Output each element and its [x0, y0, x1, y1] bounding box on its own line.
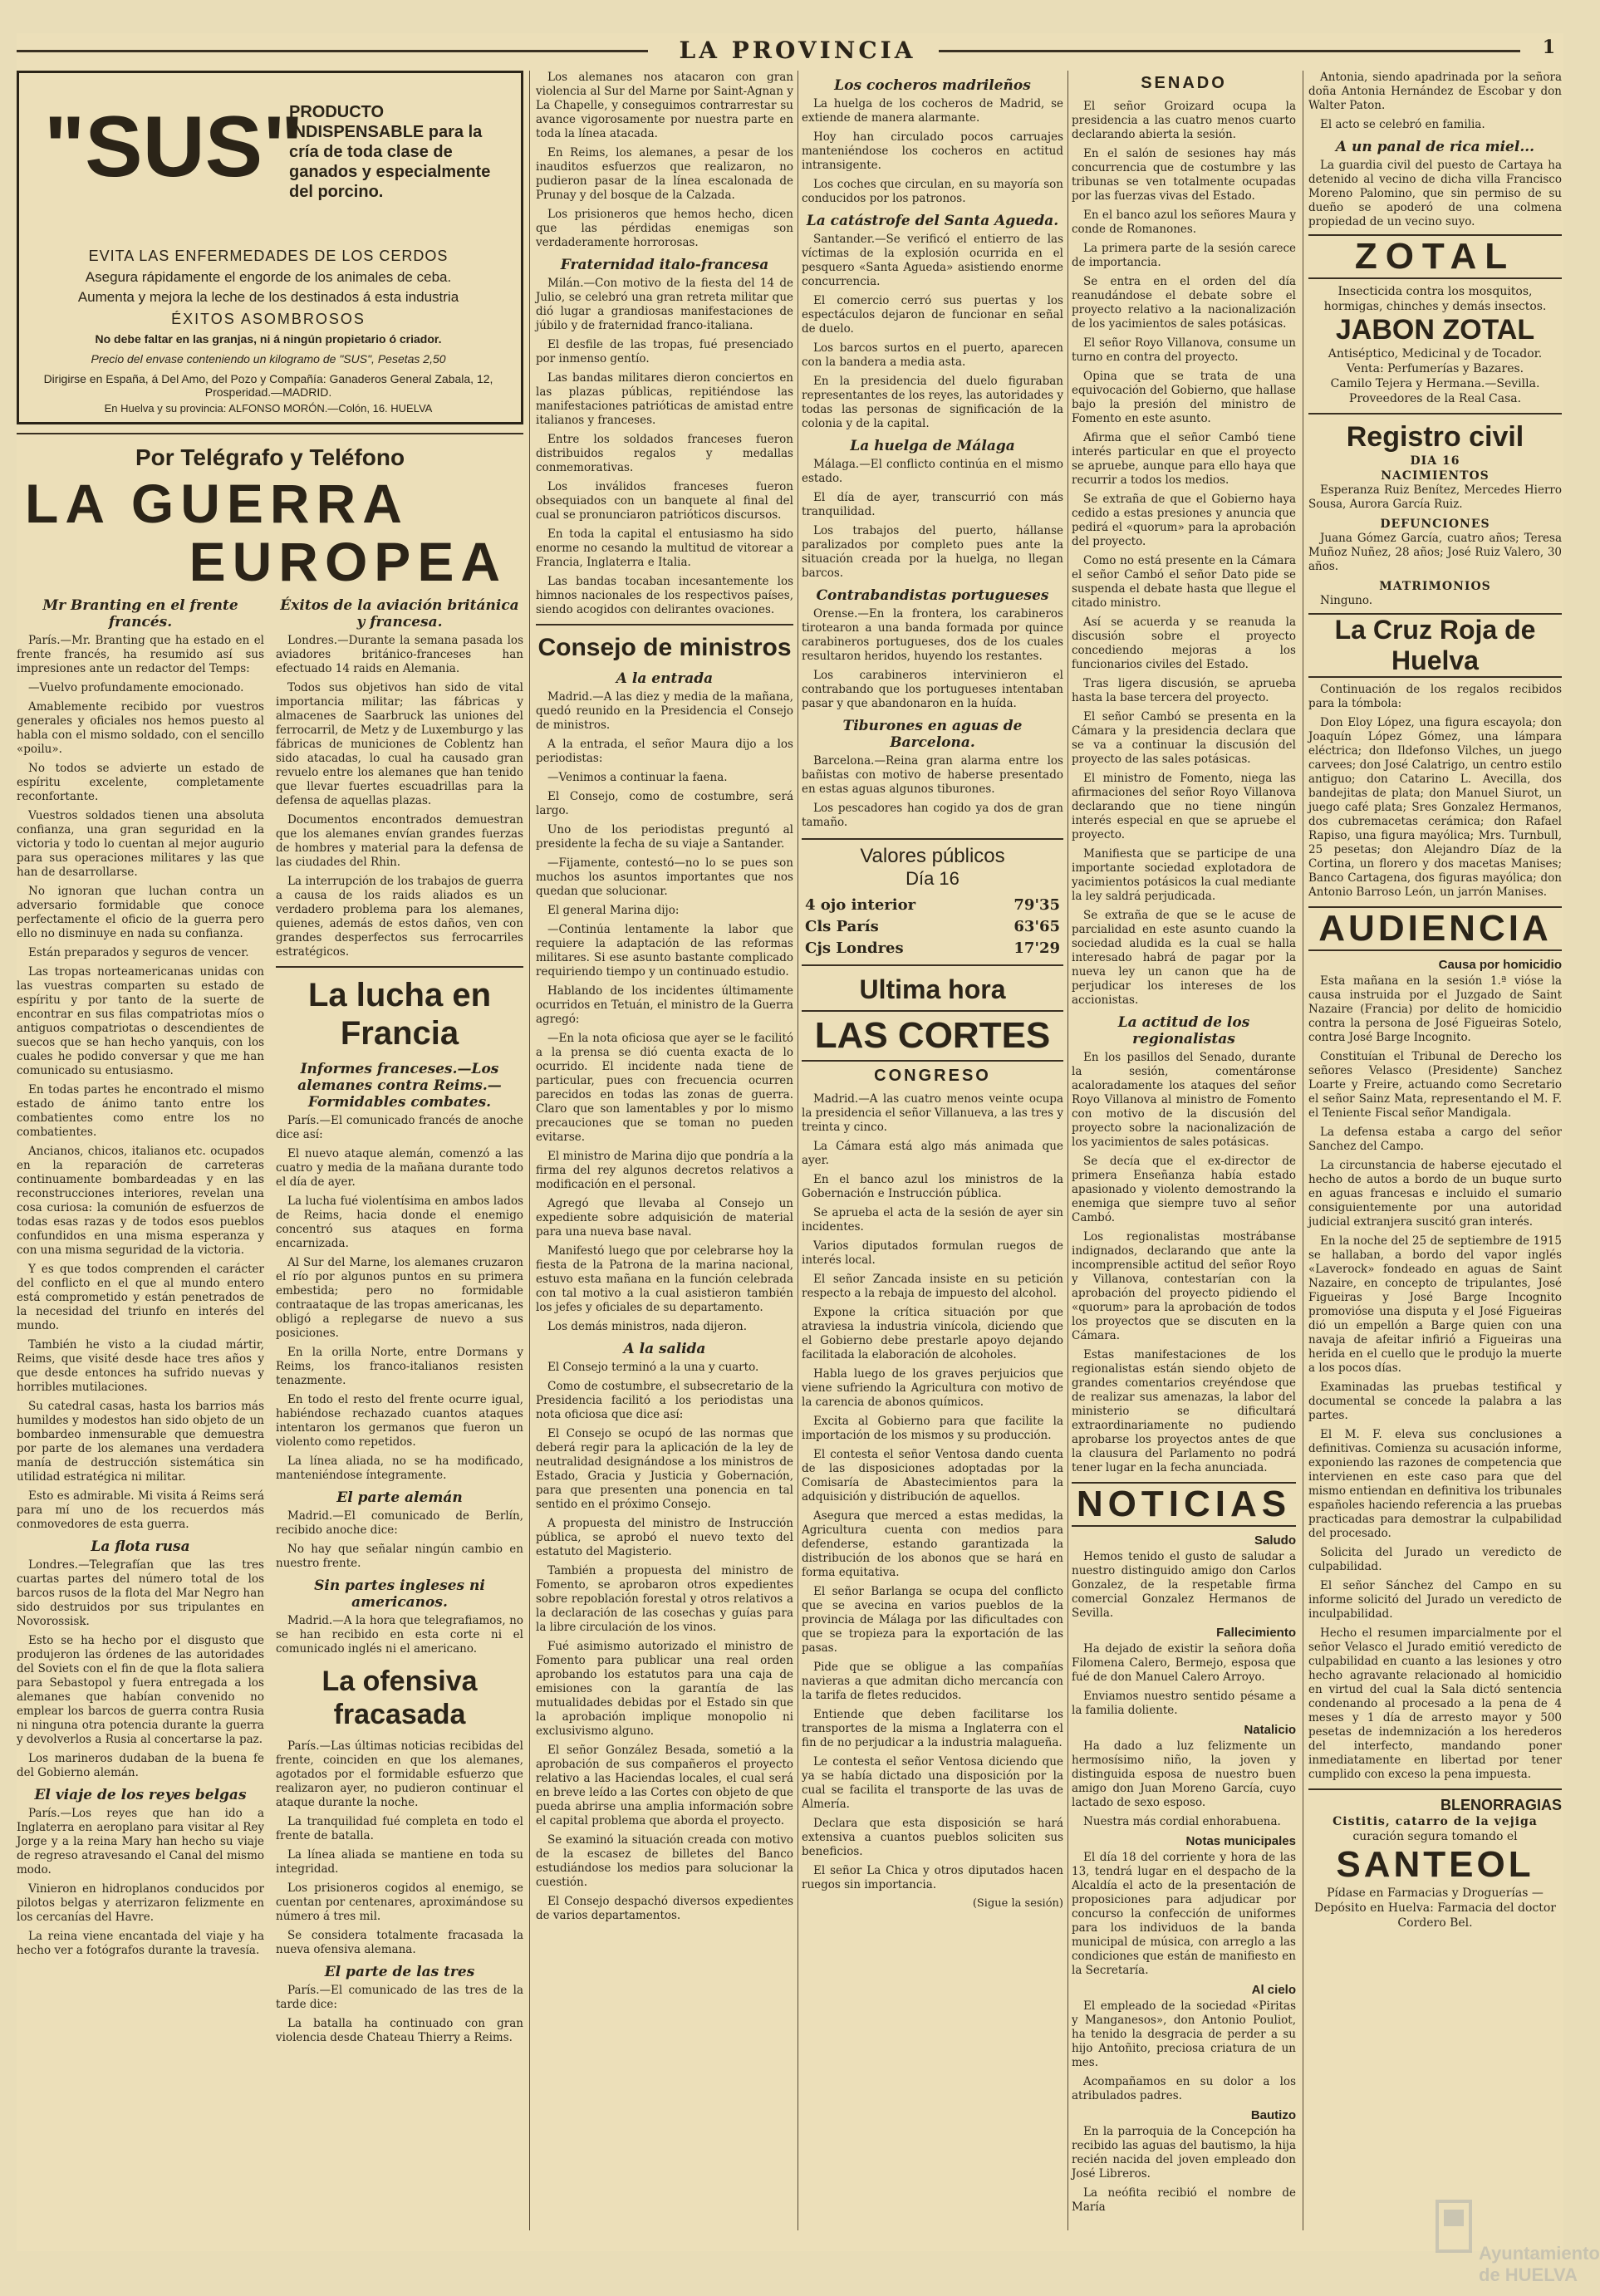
- column-3: [802, 71, 1063, 2230]
- paragraph: La huelga de los cocheros de Madrid, se extiende de manera alarmante.: [802, 97, 1063, 125]
- paragraph: Don Eloy López, una figura escayola; don Joaquín López Gómez, una lámpara eléctrica; don Ildefonso Vilches, un juego carvees; don José Calatrigo, un centro estilo antiguo; don Catarino L. Avecilla, dos bandejitas de plata; don Manuel Siurot, un juego café plata; Sres Gonzalez Hermanos, dos cubremacetas cerámica; don Rafael Rapiso, una figura mayólica; Mrs. Turnbull, 25 pesetas; don Alejandro Díaz de la Cortina, un florero y dos macetas Manises; Banco Cartagena, dos figuras mayólica; don Antonio Barroso León, un jarrón Manises.: [1308, 716, 1562, 899]
- paragraph: Madrid.—A la hora que telegrafiamos, no se han recibido en esta corte ni el comunicado inglés ni el americano.: [276, 1614, 523, 1656]
- zotal-text: Insecticida contra los mosquitos, hormigas, chinches y demás insectos.: [1323, 285, 1547, 313]
- article-heading: Informes franceses.—Los alemanes contra Reims.—Formidables combates.: [297, 1061, 502, 1111]
- paragraph: Se decía que el ex-director de primera Enseñanza había estado apasionado y violento demostrando la enemiga que siempre tuvo al señor Cambó.: [1072, 1155, 1296, 1224]
- paragraph: El comercio cerró sus puertas y los espectáculos dejaron de funcionar en señal de duelo.: [802, 294, 1063, 336]
- sus-line: Aumenta y mejora la leche de los destinados á esta industria: [77, 289, 459, 305]
- article-heading: A un panal de rica miel...: [1335, 139, 1535, 155]
- article-heading: Sin partes ingleses ni americanos.: [314, 1577, 485, 1611]
- paragraph: El Consejo despachó diversos expedientes de varios departamentos.: [536, 1895, 793, 1922]
- paragraph: Las tropas norteamericanas unidas con las vuestras comparten su estado de espíritu y por tanto de la suerte de encontrar en sus filas compatriotas míos o antiguos compatriotas o descendientes de suecos que se han hecho yanquis, con los cuales he podido conversar y que me han comunicado su entusiasmo.: [17, 965, 264, 1077]
- audiencia-title: AUDIENCIA: [1308, 906, 1562, 951]
- paragraph: Así se acuerda y se reanuda la discusión sobre el proyecto concediendo mejoras a los funcionarios civiles del Estado.: [1072, 616, 1296, 671]
- article-heading: A la entrada: [616, 670, 714, 687]
- sus-advertisement: [17, 71, 523, 424]
- paragraph: Manifestó luego que por celebrarse hoy la fiesta de la Patrona de la marina nacional, estuvo esta mañana en la función celebrada con tal motivo a la cual asistieron también los jefes y oficiales de su departamento.: [536, 1244, 793, 1314]
- paragraph: A la entrada, el señor Maura dijo a los periodistas:: [536, 738, 793, 765]
- paragraph: Hoy han circulado pocos carruajes manteniéndose los cocheros en actitud intransigente.: [802, 130, 1063, 172]
- paragraph: El señor Barlanga se ocupa del conflicto que se avecina en varios pueblos de la provincia de Málaga por las dificultades con que se tropieza para la exportación de las pasas.: [802, 1585, 1063, 1655]
- headline-europea: EUROPEA: [189, 531, 507, 592]
- paragraph: París.—El comunicado de las tres de la tarde dice:: [276, 1984, 523, 2011]
- paragraph: Se examinó la situación creada con motivo de la escasez de billetes del Banco estudiándose los medios para solucionar la cuestión.: [536, 1833, 793, 1889]
- paragraph: Londres.—Durante la semana pasada los aviadores británico-franceses han efectuado 14 raids en Alemania.: [276, 634, 523, 675]
- paragraph: Varios diputados formulan ruegos de interés local.: [802, 1239, 1063, 1267]
- registro-subheading: MATRIMONIOS: [1379, 580, 1491, 593]
- paragraph: Expone la crítica situación por que atraviesa la industria vinícola, diciendo que el Gobierno debe prestarle apoyo dejando facilitada la elaboración de alcoholes.: [802, 1306, 1063, 1361]
- article-heading: Contrabandistas portugueses: [816, 587, 1049, 604]
- paragraph: El ministro de Marina dijo que pondría a la firma del rey algunos decretos relativos a modificación en el personal.: [536, 1150, 793, 1191]
- santeol-ad-line: Pídase en Farmacias y Droguerías — Depósito en Huelva: Farmacia del doctor Cordero Bel.: [1314, 1886, 1556, 1930]
- paragraph: Las bandas militares dieron conciertos en las plazas públicas, repitiéndose las manifestaciones patrióticas de amistad entre italianos y franceses.: [536, 371, 793, 427]
- paragraph: La defensa estaba a cargo del señor Sanchez del Campo.: [1308, 1126, 1562, 1153]
- paragraph: Asegura que merced a estas medidas, la Agricultura cuenta con medios para defenderse, estando garantizada la distribución de los abonos que se hará en forma equitativa.: [802, 1509, 1063, 1579]
- paragraph: Tras ligera discusión, se aprueba hasta la base tercera del proyecto.: [1072, 677, 1296, 704]
- paragraph: En la orilla Norte, entre Dormans y Reims, los franco-italianos resisten tenazmente.: [276, 1346, 523, 1387]
- paragraph: Manifiesta que se participe de una importante sociedad explotadora de yacimientos potásicos la cual mediante la ley saldrá perjudicada.: [1072, 847, 1296, 903]
- jabon-text: Camilo Tejera y Hermana.—Sevilla.: [1330, 377, 1540, 390]
- paragraph: A propuesta del ministro de Instrucción pública, se aprobó el nuevo texto del estatuto del Magisterio.: [536, 1517, 793, 1558]
- paragraph: Los inválidos franceses fueron obsequiados con un banquete al final del cual se pronunciaron patrióticos discursos.: [536, 480, 793, 522]
- registro-date: DIA 16: [1410, 454, 1460, 468]
- paragraph: En la presidencia del duelo figuraban representantes de los reyes, las autoridades y todas las personas de significación de la colonia y de la capital.: [802, 375, 1063, 430]
- paragraph: La guardia civil del puesto de Cartaya ha detenido al vecino de dicha villa Francisco Moreno Palomino, que sin permiso de su dueño se apoderó de una colmena propiedad de un vecino suyo.: [1308, 159, 1562, 228]
- paragraph: Esto es admirable. Mi visita á Reims será para mí uno de los recuerdos más conmovedores de esta guerra.: [17, 1489, 264, 1531]
- headline-la-ofensiva: La ofensiva fracasada: [321, 1666, 478, 1730]
- paragraph: En Reims, los alemanes, a pesar de los inauditos esfuerzos que realizaron, no pudieron pasar de la línea escalonada de Prunay y del bosque de la Calzada.: [536, 146, 793, 202]
- paragraph: El señor Zancada insiste en su petición respecto a la rebaja de impuesto del alcohol.: [802, 1273, 1063, 1300]
- sus-line: No debe faltar en las granjas, ni á ningún propietario ó criador.: [95, 332, 442, 346]
- paragraph: Esperanza Ruiz Benítez, Mercedes Hierro Sousa, Aurora García Ruiz.: [1308, 483, 1562, 511]
- paragraph: Fué asimismo autorizado el ministro de Fomento para publicar una real orden aprobando los estatutos para una caja de emisiones con la garantía de las mutualidades debidas por el Estado sin que la aprobación implique monopolio ni exclusivismo alguno.: [536, 1640, 793, 1738]
- paragraph: En el banco azul los ministros de la Gobernación e Instrucción pública.: [802, 1173, 1063, 1200]
- paragraph: El día de ayer, transcurrió con más tranquilidad.: [802, 491, 1063, 518]
- zotal-advertisement-title: ZOTAL: [1308, 234, 1562, 279]
- paragraph: Habla luego de los graves perjuicios que viene sufriendo la Agricultura con motivo de la carencia de abonos químicos.: [802, 1367, 1063, 1409]
- senado-heading: SENADO: [1141, 74, 1227, 92]
- valores-name: 4 ojo interior: [805, 896, 916, 914]
- paragraph: París.—Mr. Branting que ha estado en el frente francés, ha resumido así sus impresiones ante un redactor del Temps:: [17, 634, 264, 675]
- column-4: [1072, 71, 1296, 2230]
- two-column-block: [17, 591, 523, 2050]
- article-heading: La huelga de Málaga: [850, 438, 1015, 454]
- paragraph: Juana Gómez García, cuatro años; Teresa Muñoz Nuñez, 28 años; José Ruiz Valero, 30 años.: [1308, 532, 1562, 573]
- article-heading: El viaje de los reyes belgas: [34, 1787, 247, 1803]
- paragraph: El Consejo terminó a la una y cuarto.: [547, 1361, 759, 1374]
- divider: [1308, 1788, 1562, 1790]
- paragraph: No hay que señalar ningún cambio en nuestro frente.: [276, 1543, 523, 1570]
- paragraph: El general Marina dijo:: [547, 904, 680, 917]
- valores-row: [805, 895, 1060, 916]
- valores-row: [805, 938, 1060, 959]
- paragraph: —Vuelvo profundamente emocionado.: [28, 681, 244, 694]
- article-heading: El parte alemán: [336, 1489, 463, 1506]
- paragraph: Barcelona.—Reina gran alarma entre los bañistas con motivo de haberse presentado en estas aguas algunos tiburones.: [802, 754, 1063, 796]
- sus-line: Precio del envase conteniendo un kilogramo de "SUS", Pesetas 2,50: [91, 352, 446, 365]
- paragraph: Se extraña de que se le acuse de parcialidad en este asunto cuando la sociedad aludida es la cual se halla interesado habrá de pagar por la nueva ley un canon que ha de perjudicar los intereses de los accionistas.: [1072, 909, 1296, 1007]
- paragraph: El contesta el señor Ventosa dando cuenta de las disposiciones adoptadas por la Comisaría de Abastecimientos para la adquisición y distribución de aquellos.: [802, 1448, 1063, 1504]
- paragraph: No ignoran que luchan contra un adversario formidable que conoce perfectamente el oficio de la guerra pero ello no disminuye en nada su confianza.: [17, 885, 264, 940]
- paragraph: Continuación de los regalos recibidos para la tómbola:: [1308, 683, 1562, 710]
- paragraph: Hemos tenido el gusto de saludar a nuestro distinguido amigo don Carlos Gonzalez, de la respetable firma comercial Gonzalez Hermanos de Sevilla.: [1072, 1550, 1296, 1620]
- paragraph: Examinadas las pruebas testifical y documental se concede la palabra a las partes.: [1308, 1381, 1562, 1422]
- article-heading: El parte de las tres: [324, 1964, 475, 1980]
- paragraph: Los alemanes nos atacaron con gran violencia al Sur del Marne por Saint-Agnan y La Chapelle, y conseguimos contrarrestar su avance vigorosamente por nuestra parte en toda la línea atacada.: [536, 71, 793, 140]
- paragraph: El Consejo se ocupó de las normas que deberá regir para la aplicación de la ley de neutralidad designándose a los ministros de Estado, Gracia y Justicia y Gobernación, para que presenten una ponencia en tal sentido en el próximo Consejo.: [536, 1427, 793, 1511]
- paragraph: Málaga.—El conflicto continúa en el mismo estado.: [802, 458, 1063, 485]
- paragraph: El señor Sánchez del Campo en su informe solicitó del Jurado un veredicto de inculpabilidad.: [1308, 1579, 1562, 1621]
- paragraph: Se considera totalmente fracasada la nueva ofensiva alemana.: [276, 1929, 523, 1956]
- headline-noticias: NOTICIAS: [1072, 1482, 1296, 1527]
- paragraph: Los carabineros intervinieron el contrabando que los portugueses intentaban pasar y que abandonaron en la huída.: [802, 669, 1063, 710]
- paragraph: Pide que se obligue a las compañías navieras a que admitan dicho mercancía con la tarifa de fletes reducidos.: [802, 1661, 1063, 1702]
- jabon-text: Proveedores de la Real Casa.: [1348, 392, 1522, 405]
- paragraph: Vuestros soldados tienen una absoluta confianza, una gran seguridad en la victoria y todo lo cuentan al mejor augurio para sus operaciones militares y las que han de desarrollarse.: [17, 809, 264, 879]
- sus-line: Dirigirse en España, á Del Amo, del Pozo y Compañía: Ganaderos General Zabala, 12, Prosperidad.—MADRID.: [43, 372, 493, 399]
- paragraph: Se entra en el orden del día reanudándose el debate sobre el proyecto relativo a la nacionalización de los yacimientos de sales potásicas.: [1072, 275, 1296, 331]
- paragraph: Madrid.—El comunicado de Berlín, recibido anoche dice:: [276, 1509, 523, 1537]
- paragraph: Ha dado a luz felizmente un hermosísimo niño, la joven y distinguida esposa de nuestro buen amigo don Juan Moreno García, cuyo lactado de sexo esposo.: [1072, 1739, 1296, 1809]
- paragraph: Se aprueba el acta de la sesión de ayer sin incidentes.: [802, 1206, 1063, 1234]
- valores-publicos-box: [802, 838, 1063, 966]
- paragraph: El Consejo, como de costumbre, será largo.: [536, 790, 793, 817]
- paragraph: Los marineros dudaban de la buena fe del Gobierno alemán.: [17, 1752, 264, 1779]
- paragraph: Uno de los periodistas preguntó al presidente la fecha de su viaje a Santander.: [536, 823, 793, 851]
- paragraph: —Fijamente, contestó—no lo se pues son muchos los asuntos importantes que nos quedan que solucionar.: [536, 856, 793, 898]
- paragraph: Le contesta el señor Ventosa diciendo que ya se había dictado una disposición por la cual se facilita el transporte de las uvas de Almería.: [802, 1755, 1063, 1811]
- news-subheading: Causa por homicidio: [1438, 958, 1562, 972]
- paragraph: También he visto a la ciudad mártir, Reims, que visité desde hace tres años y que desde entonces ha sufrido nuevas y horribles mutilaciones.: [17, 1338, 264, 1394]
- masthead-rule-left: [17, 50, 648, 52]
- article-heading: Fraternidad italo-francesa: [560, 257, 769, 273]
- paragraph: El acto se celebró en familia.: [1320, 118, 1485, 131]
- column-5: [1308, 71, 1562, 2230]
- paragraph: Los regionalistas mostrábanse indignados, declarando que ante la incomprensible actitud del señor Royo y Villanova, contestarían con la aprobación del proyecto pidiendo el «quorum» para la aprobación de todos los proyectos que se discuten en la Cámara.: [1072, 1230, 1296, 1342]
- valores-name: Cjs Londres: [805, 939, 904, 957]
- article-heading: La actitud de los regionalistas: [1117, 1014, 1250, 1047]
- headline-ultima-hora: Ultima hora: [859, 974, 1006, 1004]
- santeol-ad-line: curación segura tomando el: [1352, 1830, 1518, 1843]
- paragraph: En la noche del 25 de septiembre de 1915 se hallaban, a bordo del vapor inglés «Laverock» fondeado en aguas de Saint Nazaire, en concepto de tripulantes, José Figueiras y José Barge Incognito promovióse una disputa y el José Figueiras dió un empellón a Barge quien con una navaja de afeitar infirió a Figueiras una herida en el cuello que le produjo la muerte a los pocos días.: [1308, 1234, 1562, 1375]
- paragraph: En todas partes he encontrado el mismo estado de ánimo tanto entre los combatientes como entre los no combatientes.: [17, 1083, 264, 1139]
- masthead: [17, 33, 1563, 66]
- paragraph: En el banco azul los señores Maura y conde de Romanones.: [1072, 209, 1296, 236]
- santeol-ad-line: Cistitis, catarro de la vejiga: [1333, 1815, 1538, 1828]
- paragraph: Ninguno.: [1320, 594, 1373, 607]
- news-subheading: Notas municipales: [1185, 1834, 1296, 1848]
- paragraph: Al Sur del Marne, los alemanes cruzaron el río por algunos puntos en su primera embestida; pero no formidable contraataque de las tropas americanas, les obligó a replegarse de nuevo a sus posiciones.: [276, 1256, 523, 1340]
- paragraph: Agregó que llevaba al Consejo un expediente sobre adquisición de material para una nueva base naval.: [536, 1197, 793, 1239]
- headline-la-lucha: La lucha en Francia: [307, 977, 492, 1052]
- paragraph: La línea aliada se mantiene en toda su integridad.: [276, 1848, 523, 1876]
- news-subheading: Bautizo: [1250, 2108, 1296, 2122]
- paragraph: Los pescadores han cogido ya dos de gran tamaño.: [802, 802, 1063, 829]
- paragraph: Constituían el Tribunal de Derecho los señores Velasco (Presidente) Sanchez Loarte y Freire, actuando como Secretario el señor Sainz Mata, representando el M. F. el Teniente Fiscal señor Mandigala.: [1308, 1050, 1562, 1120]
- paragraph: La circunstancia de haberse ejecutado el hecho de autos a bordo de un buque surto en aguas francesas e incluido el sumario consiguientemente por una autoridad judicial extranjera suscitó gran interés.: [1308, 1159, 1562, 1229]
- article-heading: Mr Branting en el frente francés.: [42, 597, 238, 630]
- news-subheading: Al cielo: [1251, 1983, 1296, 1997]
- paragraph: El señor Cambó se presenta en la Cámara y la presidencia declara que se va a continuar la discusión del proyecto de las sales potásicas.: [1072, 710, 1296, 766]
- paragraph: La Cámara está algo más animada que ayer.: [802, 1140, 1063, 1167]
- article-heading: Tiburones en aguas de Barcelona.: [842, 718, 1023, 751]
- paragraph: Como de costumbre, el subsecretario de la Presidencia facilitó a los periodistas una nota oficiosa que dice así:: [536, 1380, 793, 1421]
- paragraph: La primera parte de la sesión carece de importancia.: [1072, 242, 1296, 269]
- paragraph: Enviamos nuestro sentido pésame a la familia doliente.: [1072, 1690, 1296, 1717]
- column-divider: [1067, 71, 1068, 2230]
- article-heading: Los cocheros madrileños: [834, 77, 1031, 94]
- paragraph: Entiende que deben facilitarse los transportes de la misma a Inglaterra con el fin de no perjudicar a la industria malagueña.: [802, 1708, 1063, 1749]
- paragraph: Nuestra más cordial enhorabuena.: [1083, 1815, 1281, 1828]
- paragraph: Y es que todos comprenden el carácter del conflicto en el que al mundo entero está comprometido y están penetrados de la necesidad del triunfo en interés del mundo.: [17, 1263, 264, 1332]
- paragraph: El M. F. eleva sus conclusiones a definitivas. Comienza su acusación informe, exponiendo las razones de competencia que intervienen en este caso para que del mismo entiendan en definitiva los tribunales españoles haciendo referencia a las pruebas practicadas para demostrar la culpabilidad del procesado.: [1308, 1428, 1562, 1540]
- newspaper-title: LA PROVINCIA: [679, 37, 916, 64]
- paragraph: En todo el resto del frente ocurre igual, habiéndose rechazado cuantos ataques intentaron los germanos que fueron un violento como repetidos.: [276, 1393, 523, 1449]
- valores-value: 79'35: [1013, 896, 1060, 914]
- jabon-text: Antiséptico, Medicinal y de Tocador.: [1328, 347, 1543, 361]
- paragraph: Acompañamos en su dolor a los atribulados padres.: [1072, 2075, 1296, 2102]
- subcolumn-right: [276, 591, 523, 2050]
- sus-line: EVITA LAS ENFERMEDADES DE LOS CERDOS: [88, 248, 449, 264]
- paragraph: La lucha fué violentísima en ambos lados de Reims, hacia donde el enemigo concentró sus ataques en forma encarnizada.: [276, 1195, 523, 1250]
- sigue-note: (Sigue la sesión): [972, 1897, 1063, 1910]
- paragraph: El día 18 del corriente y hora de las 13, tendrá lugar en el despacho de la Alcaldía el acto de la presentación de proposiciones para adjudicar por concurso la confección de uniformes para los individuos de la banda municipal de música, con arreglo a las condiciones que están de manifiesto en la Secretaría.: [1072, 1851, 1296, 1977]
- column-1: [17, 71, 523, 2230]
- registro-subheading: DEFUNCIONES: [1380, 518, 1490, 531]
- paragraph: —Continúa lentamente la labor que requiere la adaptación de las reformas militares. Si ese asunto bastante complicado requiriendo tiempo y un continuado estudio.: [536, 923, 793, 979]
- sus-line: ÉXITOS ASOMBROSOS: [171, 311, 366, 327]
- divider: [276, 966, 523, 968]
- column-2: [536, 71, 793, 2230]
- paragraph: Los trabajos del puerto, hállanse paralizados por completo pues ante la situación creada por la huelga, no llegan barcos.: [802, 524, 1063, 580]
- paragraph: —En la nota oficiosa que ayer se le facilitó a la prensa se dió cuenta exacta de lo ocurrido. El incidente nada tiene de particular, pues con frecuencia ocurren parecidos en todas las zonas de guerra. Claro que son lamentables y por lo mismo precauciones que se toman no pueden evitarse.: [536, 1032, 793, 1144]
- paragraph: El señor Royo Villanova, consume un turno en contra del proyecto.: [1072, 336, 1296, 364]
- valores-value: 17'29: [1013, 939, 1060, 957]
- paragraph: Documentos encontrados demuestran que los alemanes envían grandes fuerzas de hombres y material para la defensa de las ciudades del Rhin.: [276, 813, 523, 869]
- santeol-ad-heading: BLENORRAGIAS: [1440, 1797, 1562, 1813]
- subcolumn-left: [17, 591, 264, 2050]
- paragraph: La interrupción de los trabajos de guerra a causa de los raids aliados es un verdadero problema para los alemanes, quienes, además de estos daños, ven con grandes desperfectos sus ferrocarriles estratégicos.: [276, 875, 523, 959]
- paragraph: Opina que se trata de una equivocación del Gobierno, que hallase bajo la presión del ministro de Fomento en este asunto.: [1072, 370, 1296, 425]
- section-title: Por Telégrafo y Teléfono: [135, 444, 405, 470]
- paragraph: Las bandas tocaban incesantemente los himnos nacionales de los respectivos países, siendo acogidos con delirantes ovaciones.: [536, 575, 793, 616]
- paragraph: Afirma que el señor Cambó tiene interés particular en que el proyecto se apruebe, aunque para ello haya que recurrir a todos los medios.: [1072, 431, 1296, 487]
- paragraph: Los barcos surtos en el puerto, aparecen con la bandera a media asta.: [802, 341, 1063, 369]
- paragraph: El desfile de las tropas, fué presenciado por inmenso gentío.: [536, 338, 793, 365]
- paragraph: Madrid.—A las diez y media de la mañana, quedó reunido en la Presidencia el Consejo de ministros.: [536, 690, 793, 732]
- headline-las-cortes: LAS CORTES: [802, 1010, 1063, 1062]
- news-subheading: Saludo: [1254, 1533, 1296, 1548]
- registro-civil-title: Registro civil: [1346, 421, 1524, 453]
- paragraph: En la parroquia de la Concepción ha recibido las aguas del bautismo, la hija recién nacida del joven empleado don José Libreros.: [1072, 2125, 1296, 2181]
- article-heading: La flota rusa: [91, 1538, 190, 1555]
- ayuntamiento-huelva-watermark: [1429, 2185, 1600, 2293]
- paragraph: Antonia, siendo apadrinada por la señora doña Antonia Hernández de Escobar y don Walter Paton.: [1308, 71, 1562, 112]
- paragraph: Esto se ha hecho por el disgusto que produjeron las órdenes de las autoridades del Soviets con el fin de que la flota saliera para Sebastopol y fuera entregada a los alemanes que habían convenido no emplear los barcos de guerra contra Rusia ni ninguna otra potencia durante la guerra y devolverlos a Rusia al concertarse la paz.: [17, 1634, 264, 1746]
- paragraph: Los prisioneros cogidos al enemigo, se cuentan por centenares, aproximándose su número á tres mil.: [276, 1881, 523, 1923]
- paragraph: Los prisioneros que hemos hecho, dicen que las pérdidas enemigas son verdaderamente horrorosas.: [536, 208, 793, 249]
- valores-name: Cls París: [805, 918, 879, 935]
- paragraph: Todos sus objetivos han sido de vital importancia militar; las fábricas y almacenes de Saarbruck las uniones del ferrocarril, de Metz y de Luxemburgo y las fábricas de municiones de Coblentz han sido atacadas, lo cual ha causado gran revuelo entre los alemanes que han tenido que llevar fuertes escuadrillas para la defensa de aquellas plazas.: [276, 681, 523, 807]
- registro-subheading: NACIMIENTOS: [1381, 469, 1490, 483]
- article-heading: A la salida: [623, 1341, 706, 1357]
- newspaper-page: [17, 33, 1600, 2285]
- paragraph: El empleado de la sociedad «Piritas y Manganesos», don Antonio Pouliot, ha tenido la desgracia de perder a su hijo Antoñito, preciosa criatura de un mes.: [1072, 1999, 1296, 2069]
- sus-line: Asegura rápidamente el engorde de los animales de ceba.: [85, 269, 452, 285]
- paragraph: Declara que esta disposición se hará extensiva a cuantos pueblos soliciten sus beneficios.: [802, 1817, 1063, 1858]
- paragraph: Los demás ministros, nada dijeron.: [547, 1320, 748, 1333]
- paragraph: París.—Las últimas noticias recibidas del frente, coinciden en que los alemanes, agotados por el formidable esfuerzo que realizaron ayer, no pudieron continuar el ataque durante la noche.: [276, 1739, 523, 1809]
- valores-row: [805, 916, 1060, 938]
- masthead-rule-right: [939, 50, 1520, 52]
- santeol-brand: SANTEOL: [1336, 1844, 1534, 1885]
- paragraph: En los pasillos del Senado, durante la sesión, comentáronse acaloradamente los ataques del señor Royo Villanova al ministro de Fomento con motivo de la discusión del proyecto sobre la nacionalización de los yacimientos de sales potásicas.: [1072, 1051, 1296, 1149]
- paragraph: En toda la capital el entusiasmo ha sido enorme no cesando la multitud de vitorear a Francia, Inglaterra e Italia.: [536, 527, 793, 569]
- paragraph: El señor González Besada, sometió a la aprobación de sus compañeros el proyecto relativo a las Haciendas locales, el cual será en breve leído a las Cortes con objeto de que pueda abrirse una amplia información sobre el capital problema que aborda el proyecto.: [536, 1744, 793, 1827]
- paragraph: El señor La Chica y otros diputados hacen ruegos sin importancia.: [802, 1864, 1063, 1891]
- paragraph: Excita al Gobierno para que facilite la importación de los mismos y su producción.: [802, 1415, 1063, 1442]
- paragraph: El nuevo ataque alemán, comenzó a las cuatro y media de la mañana durante todo el día de ayer.: [276, 1147, 523, 1189]
- paragraph: Ha dejado de existir la señora doña Filomena Calero, Bermejo, esposa que fué de don Manuel Calero Arroyo.: [1072, 1642, 1296, 1684]
- jabon-zotal-title: JABON ZOTAL: [1335, 314, 1535, 346]
- paragraph: —Venimos a continuar la faena.: [547, 771, 728, 784]
- divider: [17, 433, 523, 434]
- paragraph: El señor Groizard ocupa la presidencia a las cuatro menos cuarto declarando abierta la sesión.: [1072, 100, 1296, 141]
- jabon-text: Venta: Perfumerías y Bazares.: [1346, 362, 1524, 375]
- divider: [1308, 413, 1562, 415]
- congreso-heading: CONGRESO: [874, 1067, 991, 1085]
- paragraph: La línea aliada, no se ha modificado, manteniéndose íntegramente.: [276, 1455, 523, 1482]
- paragraph: Hablando de los incidentes últimamente ocurridos en Tetuán, el ministro de la Guerra agregó:: [536, 984, 793, 1026]
- paragraph: Se extraña de que el Gobierno haya cedido a estas presiones y anuncia que pedirá el «quorum» para la aprobación del proyecto.: [1072, 493, 1296, 548]
- paragraph: La neófita recibió el nombre de María: [1072, 2186, 1296, 2214]
- paragraph: Vinieron en hidroplanos conducidos por pilotos belgas y aterrizaron felizmente en los cercanías del Havre.: [17, 1882, 264, 1924]
- paragraph: Hecho el resumen imparcialmente por el señor Velasco el Jurado emitió veredicto de culpabilidad en cuanto a las lesiones y otro hecho agravante relacionado al homicidio en virtud del cual la Sala dictó sentencia condenando al procesado a la pena de 4 meses y 1 día de arresto mayor y 500 pesetas de indemnización a los herederos del interfecto, mandando poner inmediatamente en libertad por tener cumplido con exceso la pena impuesta.: [1308, 1626, 1562, 1781]
- valores-date: Día 16: [906, 868, 960, 889]
- paragraph: Solicita del Jurado un veredicto de culpabilidad.: [1308, 1546, 1562, 1573]
- paragraph: Amablemente recibido por vuestros generales y oficiales nos hemos puesto al habla con el mismo soldado, con el sencillo «poilu».: [17, 700, 264, 756]
- paragraph: Estas manifestaciones de los regionalistas están siendo objeto de grandes comentarios creyéndose que de realizar sus amenazas, la labor del ministerio se dificultará extraordinariamente no pudiendo aprobarse los proyectos antes de que la clausura del Parlamento no podrá tener lugar en la fecha anunciada.: [1072, 1348, 1296, 1474]
- paragraph: Milán.—Con motivo de la fiesta del 14 de Julio, se celebró una gran retreta militar que dió lugar a grandiosas manifestaciones de júbilo y de fraternidad franco-italiana.: [536, 277, 793, 332]
- article-heading: Éxitos de la aviación británica y francesa.: [280, 597, 519, 630]
- paragraph: Londres.—Telegrafían que las tres cuartas partes del número total de los barcos rusos de la flota del Mar Negro han sido destruidos por sus tripulantes en Novorossisk.: [17, 1558, 264, 1628]
- paragraph: Entre los soldados franceses fueron distribuidos regalos y medallas conmemorativas.: [536, 433, 793, 474]
- paragraph: La tranquilidad fué completa en todo el frente de batalla.: [276, 1815, 523, 1842]
- paragraph: París.—Los reyes que han ido a Inglaterra en aeroplano para visitar al Rey Jorge y a la reina Mary han hecho su viaje de regreso atravesando el Canal del mismo modo.: [17, 1807, 264, 1877]
- paragraph: Su catedral casas, hasta los barrios más humildes y modestos han sido objeto de un bombardeo inmensurable que demuestra por parte de los alemanes una verdadera manía de destrucción sistemática sin utilidad estratégica ni militar.: [17, 1400, 264, 1484]
- paragraph: Orense.—En la frontera, los carabineros tirotearon a una banda formada por quince carabineros portugueses, dos de los cuales resultaron heridos, huyendo los restantes.: [802, 607, 1063, 663]
- paragraph: Como no está presente en la Cámara el señor Cambó el señor Dato pide se suspenda el debate hasta que llegue el citado ministro.: [1072, 554, 1296, 610]
- column-divider: [529, 71, 530, 2230]
- valores-value: 63'65: [1013, 918, 1060, 935]
- page-number: 1: [1542, 37, 1555, 58]
- paragraph: Esta mañana en la sesión 1.ª vióse la causa instruida por el Juzgado de Saint Nazaire (Francia) por delito de homicidio contra la persona de José Figueiras Sotelo, contra José Barge Incognito.: [1308, 974, 1562, 1044]
- paragraph: La reina viene encantada del viaje y ha hecho ver a fotógrafos durante la travesía.: [17, 1930, 264, 1957]
- valores-title: Valores públicos: [860, 845, 1005, 867]
- paragraph: El ministro de Fomento, niega las afirmaciones del señor Royo Villanova declarando que no tiene ningún interés especial en que se apruebe el proyecto.: [1072, 772, 1296, 841]
- paragraph: Madrid.—A las cuatro menos veinte ocupa la presidencia el señor Villanueva, a las tres y treinta y cinco.: [802, 1092, 1063, 1134]
- paragraph: No todos se advierte un estado de espíritu excelente, completamente reconfortante.: [17, 762, 264, 803]
- headline-la-guerra: LA GUERRA: [25, 473, 409, 534]
- sus-line: En Huelva y su provincia: ALFONSO MORÓN.—Colón, 16. HUELVA: [104, 402, 433, 415]
- article-heading: La catástrofe del Santa Agueda.: [806, 213, 1059, 229]
- paragraph: También a propuesta del ministro de Fomento, se aprobaron otros expedientes sobre repoblación forestal y otros relativos a la declaración de las cosechas y guías para la libre circulación de los vinos.: [536, 1564, 793, 1634]
- divider: [536, 624, 793, 626]
- cruz-roja-title: La Cruz Roja de Huelva: [1308, 613, 1562, 678]
- paragraph: París.—El comunicado francés de anoche dice así:: [276, 1114, 523, 1141]
- paragraph: La batalla ha continuado con gran violencia desde Chateau Thierry a Reims.: [276, 2017, 523, 2044]
- news-subheading: Natalicio: [1244, 1723, 1296, 1737]
- sus-tagline: PRODUCTO INDISPENSABLE para la cría de toda clase de ganados y especialmente del porcino.: [289, 103, 491, 201]
- headline-consejo: Consejo de ministros: [537, 634, 792, 661]
- paragraph: Los coches que circulan, en su mayoría son conducidos por los patronos.: [802, 178, 1063, 205]
- watermark-text: Ayuntamiento de HUELVA: [1479, 2243, 1600, 2285]
- paragraph: Ancianos, chicos, italianos etc. ocupados en la reparación de carreteras continuamente bombardeadas y en las reconstrucciones interiores, revelan una cosa curiosa: la comunión de esfuerzos de todas esas razas y de todos esos pueblos confundidos en una misma esperanza y con una misma seguridad de la victoria.: [17, 1145, 264, 1257]
- news-subheading: Fallecimiento: [1216, 1626, 1296, 1640]
- sus-brand: "SUS": [44, 99, 304, 195]
- paragraph: Santander.—Se verificó el entierro de las víctimas de la explosión ocurrida en el pesquero «Santa Agueda» asistiendo enorme concurrencia.: [802, 233, 1063, 288]
- paragraph: Están preparados y seguros de vencer.: [28, 946, 249, 959]
- paragraph: En el salón de sesiones hay más concurrencia que de costumbre y las tribunas se ven totalmente ocupadas por las fuerzas vivas del Estado.: [1072, 147, 1296, 203]
